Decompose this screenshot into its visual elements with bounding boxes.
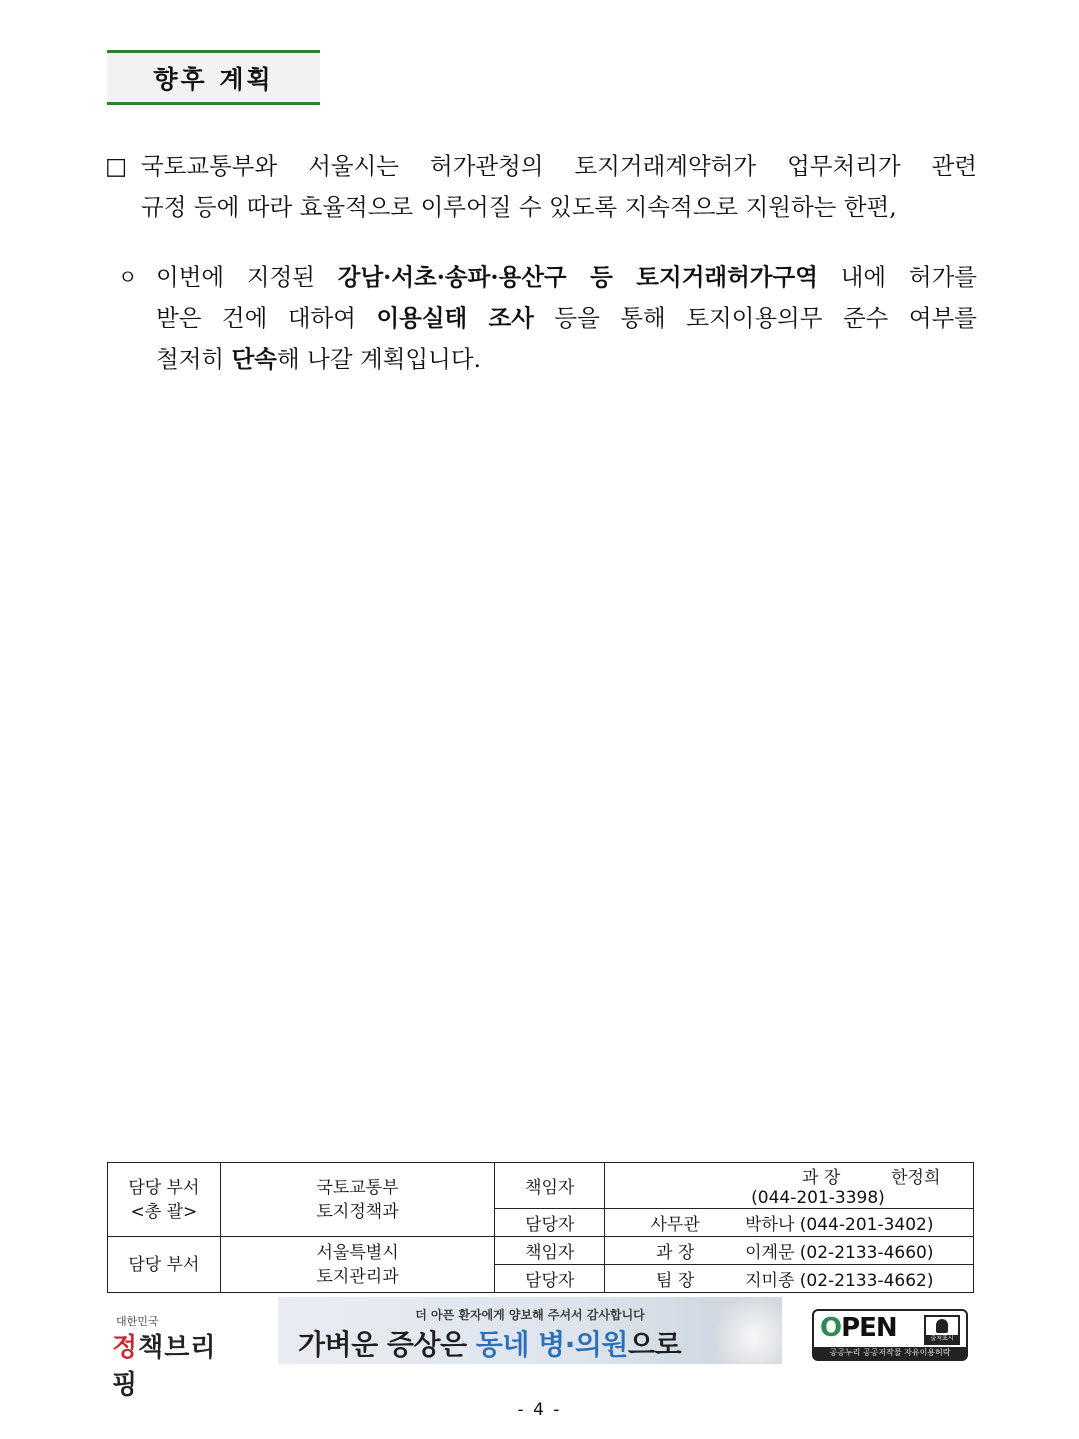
table-row	[108, 1163, 974, 1209]
paragraph-1	[105, 146, 977, 228]
highlight-enforcement: 단속	[231, 345, 277, 373]
dept-name-cell: 국토교통부 토지정책과	[220, 1163, 495, 1237]
attribution-type-icon: 출처표시	[924, 1315, 960, 1345]
banner-subtitle: 더 아픈 환자에게 양보해 주셔서 감사합니다	[415, 1308, 645, 1322]
role-cell: 책임자	[495, 1163, 605, 1209]
role-cell: 책임자	[495, 1237, 605, 1265]
paragraph-1-line-1: 국토교통부와 서울시는 허가관청의 토지거래계약허가 업무처리가 관련	[141, 152, 977, 180]
contact-cell: 팀 장 지미종 (02-2133-4662)	[605, 1265, 974, 1293]
section-title: 향후 계획	[107, 50, 320, 105]
table-row	[108, 1237, 974, 1265]
circle-bullet: ㅇ	[118, 265, 138, 289]
contact-cell: 과 장 이계문 (02-2133-4660)	[605, 1237, 974, 1265]
banner-headline: 가벼운 증상은 동네 병·의원으로	[298, 1328, 682, 1361]
contact-cell: 사무관 박하나 (044-201-3402)	[605, 1209, 974, 1237]
paragraph-2-line-1: 이번에 지정된 강남·서초·송파·용산구 등 토지거래허가구역 내에 허가를	[156, 263, 977, 291]
role-cell: 담당자	[495, 1209, 605, 1237]
role-cell: 담당자	[495, 1265, 605, 1293]
contact-cell: 과 장 한정희 (044-201-3398)	[605, 1163, 974, 1209]
kogl-open-license-mark: OPEN 출처표시 공공누리 공공저작물 자유이용허락	[812, 1309, 968, 1361]
paragraph-2-line-2: 받은 건에 대하여 이용실태 조사 등을 통해 토지이용의무 준수 여부를	[156, 304, 977, 332]
dept-label-cell: 담당 부서 <총 괄>	[108, 1163, 221, 1237]
policy-briefing-logo: 대한민국 정책브리핑	[112, 1315, 217, 1400]
dept-name-cell: 서울특별시 토지관리과	[220, 1237, 495, 1293]
contact-table	[107, 1162, 974, 1293]
campaign-banner	[278, 1297, 782, 1364]
highlight-survey: 이용실태 조사	[376, 304, 534, 332]
dept-label-cell: 담당 부서	[108, 1237, 221, 1293]
paragraph-2-line-3: 철저히 단속해 나갈 계획입니다.	[156, 345, 482, 373]
person-icon	[936, 1319, 948, 1333]
highlight-districts: 강남·서초·송파·용산구 등 토지거래허가구역	[337, 263, 818, 291]
checkbox-bullet: □	[105, 152, 128, 180]
page-number: - 4 -	[517, 1400, 562, 1420]
paragraph-2	[118, 257, 977, 380]
paragraph-1-line-2: 규정 등에 따라 효율적으로 이루어질 수 있도록 지속적으로 지원하는 한편,	[141, 193, 897, 221]
